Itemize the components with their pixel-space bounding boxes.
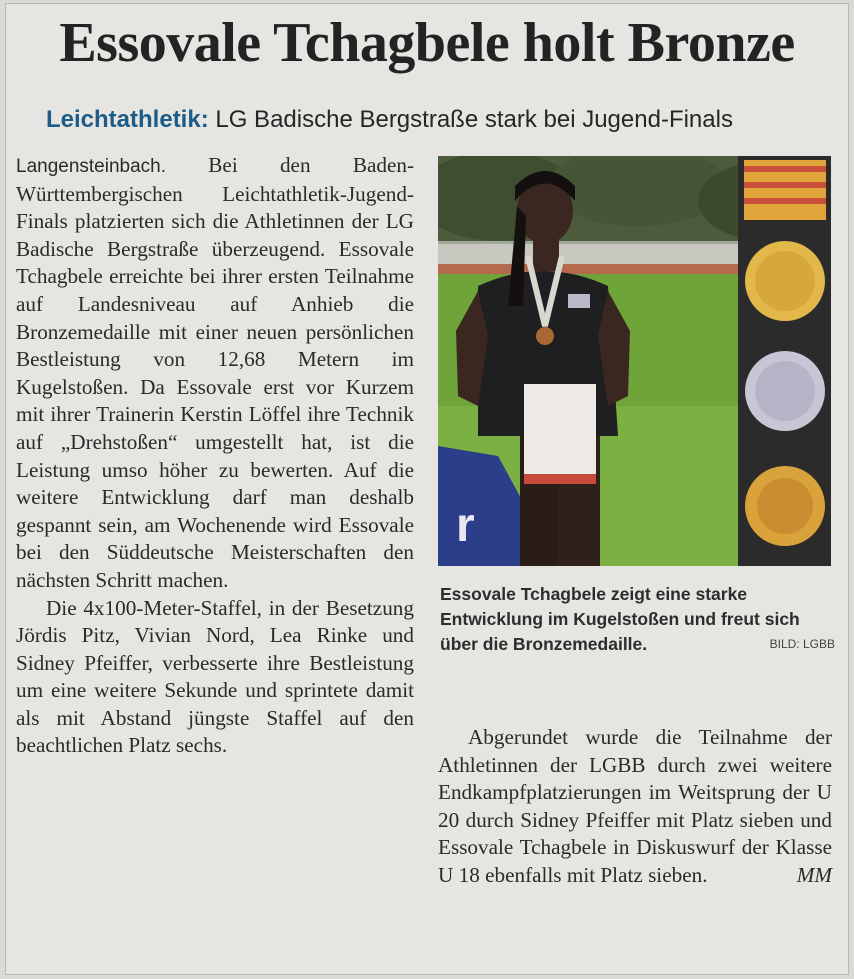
kicker-label: Leichtathletik: [46,106,209,133]
article-column-left [16,152,414,760]
athlete-photo [438,156,831,566]
paragraph-3-text: Abgerundet wurde die Teilnahme der Athletinnen der LGBB durch zwei weitere Endkampfplatzierungen im Weitsprung der U 20 durch Sidney Pfeiffer mit Platz sieben und Essovale Tchagbele in Diskuswurf der Klasse U 18 ebenfalls mit Platz sieben. [438,725,832,887]
author-signature: MM [796,862,832,887]
headline: Essovale Tchagbele holt Bronze [59,12,795,74]
photo-caption [440,582,835,657]
dateline: Langensteinbach. [16,156,167,177]
subheadline-text: LG Badische Bergstraße stark bei Jugend-Finals [215,106,733,133]
paragraph-2: Die 4x100-Meter-Staffel, in der Besetzung Jördis Pitz, Vivian Nord, Lea Rinke und Sidney Pfeiffer, verbesserte ihre Bestleistung um eine weitere Sekunde und sprintete damit als mit Abstand jüngste Staffel auf den beachtlichen Platz sechs. [16,595,414,758]
photo-caption-text: Essovale Tchagbele zeigt eine starke Entwicklung im Kugelstoßen und freut sich über die Bronzemedaille. [440,584,800,654]
svg-text:r: r [456,499,475,552]
subheadline [46,104,846,136]
athlete-photo-illustration [438,156,831,566]
newspaper-clipping [5,3,849,975]
paragraph-1 [16,152,414,595]
paragraph-3 [438,724,832,890]
article-column-right [438,724,832,890]
paragraph-1-text: Bei den Baden-Württembergischen Leichtathletik-Jugend-Finals platzierten sich die Athletinnen der LG Badische Bergstraße überzeugend. Essovale Tchagbele erreichte bei ihrer ersten Teilnahme auf Landesniveau auf Anhieb die Bronzemedaille mit einer neuen persönlichen Bestleistung von 12,68 Metern im Kugelstoßen. Da Essovale erst vor Kurzem mit ihrer Trainerin Kerstin Löffel ihre Technik auf „Drehstoßen“ umgestellt hat, ist die Leistung umso höher zu bewerten. Auf die weitere Entwicklung darf man deshalb gespannt sein, am Wochenende wird Essovale bei den Süddeutsche Meisterschaften den nächsten Schritt machen. [16,153,414,592]
photo-credit: BILD: LGBB [769,637,835,651]
